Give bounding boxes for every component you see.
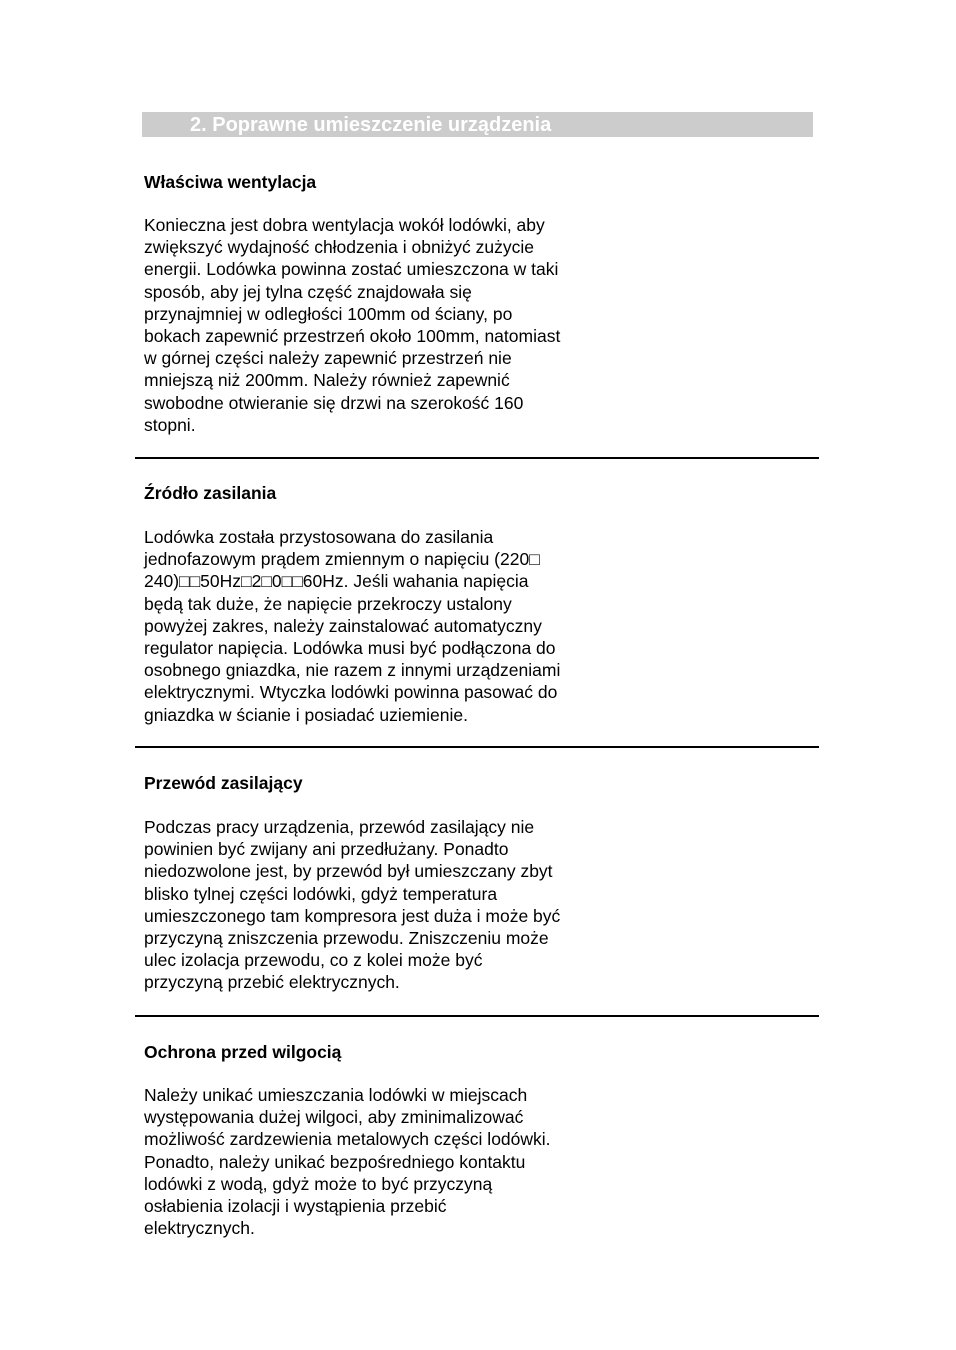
body-line: Należy unikać umieszczania lodówki w miejscach bbox=[144, 1085, 528, 1105]
heading-wilgoc: Ochrona przed wilgocią bbox=[144, 1042, 342, 1062]
body-line: stopni. bbox=[144, 414, 196, 435]
body-line: regulator napięcia. Lodówka musi być podłączona do bbox=[144, 638, 556, 659]
body-line: mniejszą niż 200mm. Należy również zapewnić bbox=[144, 370, 510, 391]
body-line: Konieczna jest dobra wentylacja wokół lodówki, aby bbox=[144, 215, 545, 235]
body-line: elektrycznych. bbox=[144, 1218, 255, 1239]
body-line: występowania dużej wilgoci, aby zminimalizować bbox=[144, 1107, 524, 1128]
body-line: bokach zapewnić przestrzeń około 100mm, natomiast bbox=[144, 326, 561, 347]
body-line: będą tak duże, że napięcie przekroczy ustalony bbox=[144, 593, 512, 614]
body-line: lodówki z wodą, gdyż może to być przyczyną bbox=[144, 1173, 493, 1194]
section-divider bbox=[135, 1015, 819, 1017]
body-line: 240)□□50Hz□2□0□□60Hz. Jeśli wahania napięcia bbox=[144, 571, 529, 592]
section-divider bbox=[135, 746, 819, 748]
body-line: w górnej części należy zapewnić przestrzeń nie bbox=[144, 348, 512, 369]
body-line: ulec izolacja przewodu, co z kolei może być bbox=[144, 950, 483, 971]
body-line: przyczyną przebić elektrycznych. bbox=[144, 972, 400, 993]
body-line: przynajmniej w odległości 100mm od ściany, po bbox=[144, 303, 513, 324]
body-line: możliwość zardzewienia metalowych części lodówki. bbox=[144, 1129, 551, 1150]
body-zasilanie bbox=[144, 526, 614, 726]
body-line: powinien być zwijany ani przedłużany. Ponadto bbox=[144, 839, 509, 860]
heading-zasilanie: Źródło zasilania bbox=[144, 483, 277, 503]
body-line: przyczyną zniszczenia przewodu. Zniszczeniu może bbox=[144, 928, 549, 949]
body-line: jednofazowym prądem zmiennym o napięciu (220□ bbox=[144, 549, 540, 570]
body-line: swobodne otwieranie się drzwi na szerokość 160 bbox=[144, 392, 524, 413]
page-title: 2. Poprawne umieszczenie urządzenia bbox=[190, 114, 552, 136]
body-line: Ponadto, należy unikać bezpośredniego kontaktu bbox=[144, 1151, 526, 1172]
body-line: energii. Lodówka powinna zostać umieszczona w taki bbox=[144, 259, 559, 280]
body-line: blisko tylnej części lodówki, gdyż temperatura bbox=[144, 883, 498, 904]
body-line: gniazdka w ścianie i posiadać uziemienie. bbox=[144, 704, 468, 725]
body-line: niedozwolone jest, by przewód był umieszczany zbyt bbox=[144, 861, 553, 882]
heading-przewod: Przewód zasilający bbox=[144, 773, 303, 793]
body-wilgoc bbox=[144, 1084, 614, 1239]
body-line: osobnego gniazdka, nie razem z innymi urządzeniami bbox=[144, 660, 561, 681]
body-line: elektrycznymi. Wtyczka lodówki powinna pasować do bbox=[144, 682, 558, 703]
body-wentylacja bbox=[144, 214, 614, 436]
body-line: sposób, aby jej tylna część znajdowała się bbox=[144, 281, 472, 302]
body-line: powyżej zakres, należy zainstalować automatyczny bbox=[144, 615, 542, 636]
body-line: Podczas pracy urządzenia, przewód zasilający nie bbox=[144, 817, 535, 837]
body-line: umieszczonego tam kompresora jest duża i może być bbox=[144, 905, 561, 926]
body-line: Lodówka została przystosowana do zasilania bbox=[144, 527, 494, 547]
body-line: zwiększyć wydajność chłodzenia i obniżyć zużycie bbox=[144, 237, 535, 258]
section-divider bbox=[135, 457, 819, 459]
body-line: osłabienia izolacji i wystąpienia przebić bbox=[144, 1196, 447, 1217]
heading-wentylacja: Właściwa wentylacja bbox=[144, 172, 317, 192]
section-header-bar bbox=[142, 112, 813, 137]
body-przewod bbox=[144, 816, 614, 994]
